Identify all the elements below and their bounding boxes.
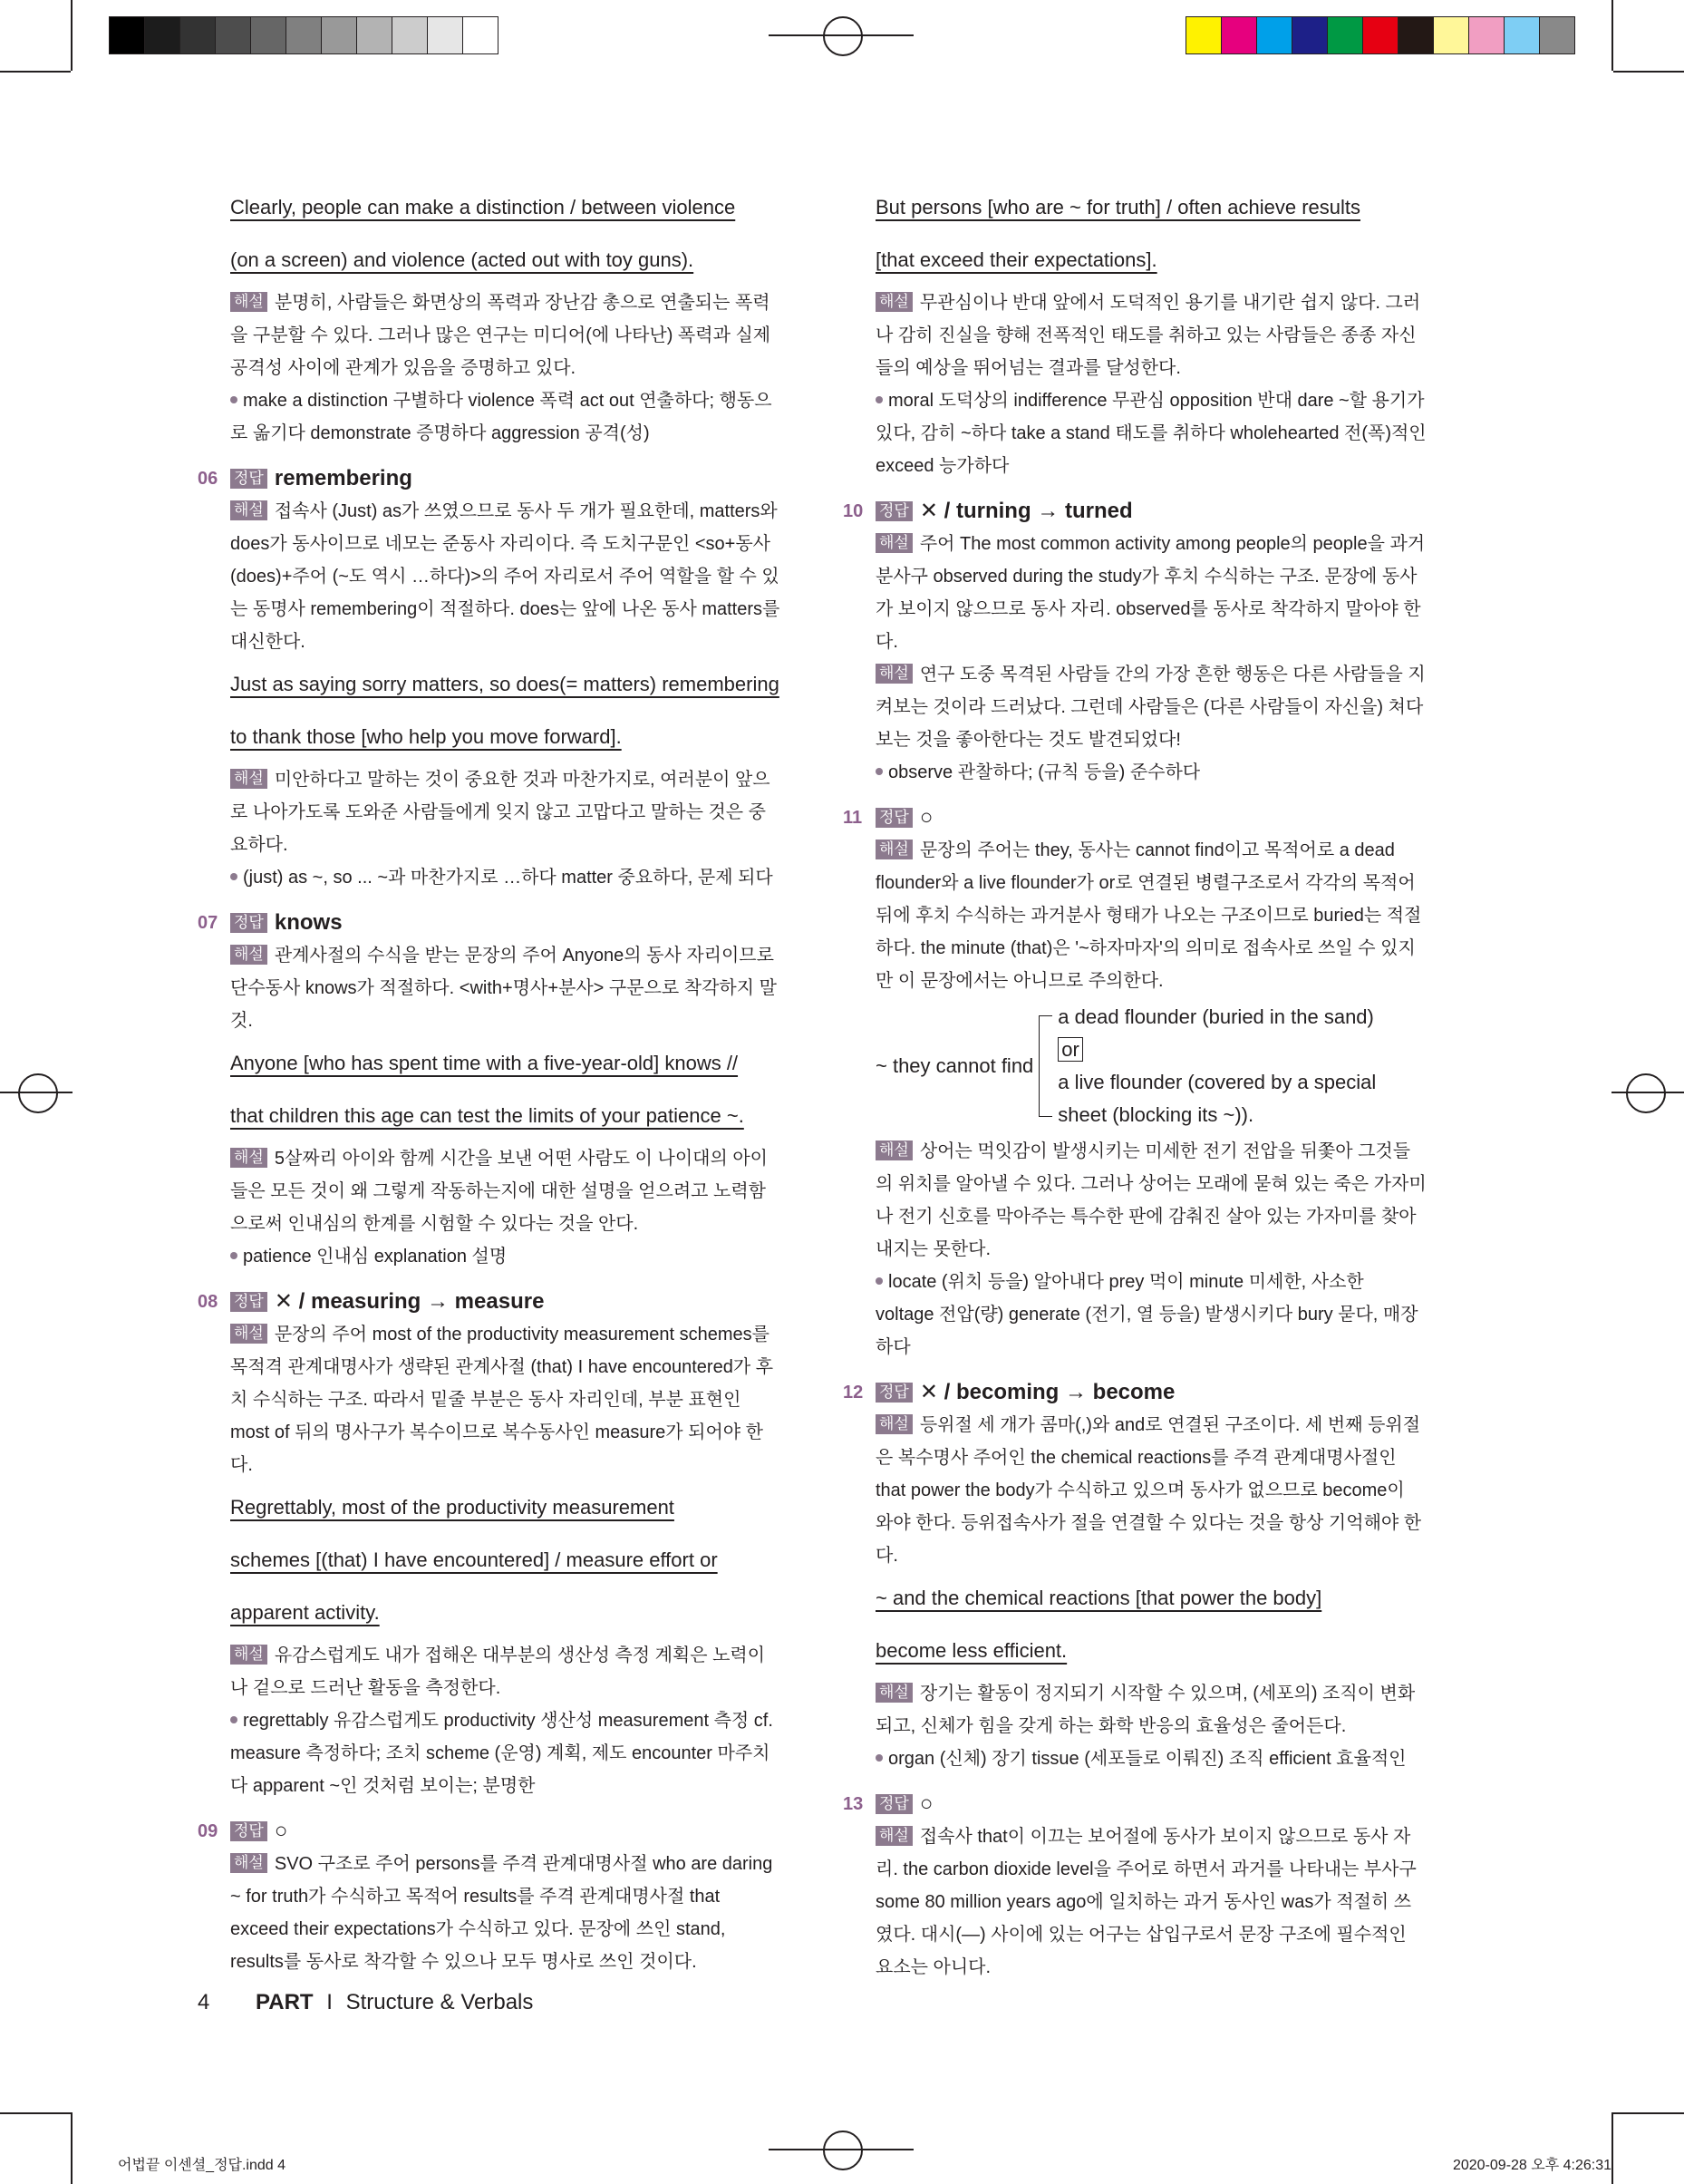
registration-line	[0, 1092, 73, 1093]
diagram-or: or	[1058, 1037, 1083, 1062]
page-footer	[198, 1990, 533, 2015]
exp-tag: 해설	[230, 292, 267, 312]
explanation: 해설 관계사절의 수식을 받는 문장의 주어 Anyone의 동사 자리이므로 단수동사 knows가 적절하다. <with+명사+분사> 구문으로 착각하지 말 것.	[230, 946, 777, 1031]
example-sentence: [that exceed their expectations].	[876, 248, 1157, 271]
crop-mark	[0, 71, 71, 73]
vocab-list: make a distinction 구별하다 violence 폭력 act out 연출하다; 행동으로 옮기다 demonstrate 증명하다 aggression 공격(성)	[230, 391, 772, 443]
slug-date: 2020-09-28 오후 4:26:31	[1452, 2158, 1611, 2173]
registration-mark	[18, 1073, 58, 1113]
translation: 해설 유감스럽게도 내가 접해온 대부분의 생산성 측정 계획은 노력이나 겉으로 드러난 활동을 측정한다.	[230, 1645, 766, 1698]
diagram-lead: ~ they cannot find	[876, 1054, 1034, 1077]
part-title: Structure & Verbals	[345, 1990, 534, 2014]
translation: 해설 상어는 먹잇감이 발생시키는 미세한 전기 전압을 뒤쫓아 그것들의 위치를 알아낼 수 있다. 그러나 상어는 모래에 묻혀 있는 죽은 가자미나 전기 신호를 막아주는 특수한 판에 감춰진 살아 있는 가자미를 찾아내지는 못한다.	[876, 1141, 1427, 1259]
example-sentence: But persons [who are ~ for truth] / often achieve results	[876, 196, 1361, 218]
left-column	[198, 181, 781, 1978]
question-10-header: 10 정답 ✕ / turning → turned	[843, 499, 1133, 523]
translation: 해설 5살짜리 아이와 함께 시간을 보낸 어떤 사람도 이 나이대의 아이들은 모든 것이 왜 그렇게 작동하는지에 대한 설명을 얻으려고 노력함으로써 인내심의 한계를 시험할 수 있다는 것을 안다.	[230, 1149, 768, 1234]
explanation: 해설 주어 The most common activity among people의 people을 과거분사구 observed during the study가 후치 수식하는 구조. 문장에 동사가 보이지 않으므로 동사 자리. observed를 동사로 착각하지 말아야 한다.	[876, 534, 1426, 652]
explanation: 해설 접속사 that이 이끄는 보어절에 동사가 보이지 않으므로 동사 자리. the carbon dioxide level을 주어로 하면서 과거를 나타내는 부사구 some 80 million years ago에 일치하는 과거 동사인 was가 적절히 쓰였다. 대시(—) 사이에 있는 어구는 삽입구로서 문장 구조에 필수적인 요소는 아니다.	[876, 1827, 1417, 1977]
explanation: 해설 문장의 주어는 they, 동사는 cannot find이고 목적어로 a dead flounder와 a live flounder가 or로 연결된 병렬구조로서 각각의 목적어 뒤에 후치 수식하는 과거분사 형태가 나오는 구조이므로 buried는 적절하다. the minute (that)은 '~하자마자'의 의미로 접속사로 쓰일 수 있지만 이 문장에서는 아니므로 주의한다.	[876, 840, 1422, 991]
crop-mark	[71, 2112, 73, 2184]
example-sentence: Clearly, people can make a distinction / between violence	[230, 196, 736, 218]
registration-mark	[1626, 1073, 1666, 1113]
example-sentence: Just as saying sorry matters, so does(= matters) remembering	[230, 673, 779, 695]
example-sentence: become less efficient.	[876, 1639, 1068, 1662]
example-sentence: (on a screen) and violence (acted out with toy guns).	[230, 248, 694, 271]
registration-mark	[823, 16, 863, 56]
vocab-list: locate (위치 등을) 알아내다 prey 먹이 minute 미세한, 사소한 voltage 전압(량) generate (전기, 열 등을) 발생시키다 bury 묻다, 매장하다	[876, 1272, 1418, 1357]
example-sentence: that children this age can test the limits of your patience ~.	[230, 1104, 744, 1127]
right-column	[843, 181, 1427, 1984]
vocab-list: organ (신체) 장기 tissue (세포들로 이뤄진) 조직 efficient 효율적인	[876, 1742, 1427, 1775]
translation: 해설 무관심이나 반대 앞에서 도덕적인 용기를 내기란 쉽지 않다. 그러나 감히 진실을 향해 전폭적인 태도를 취하고 있는 사람들은 종종 자신들의 예상을 뛰어넘는 결과를 달성한다.	[876, 293, 1421, 378]
diagram-item: sheet (blocking its ~)).	[1058, 1103, 1254, 1126]
example-sentence: apparent activity.	[230, 1601, 380, 1624]
registration-line	[769, 34, 914, 36]
vocab-list: patience 인내심 explanation 설명	[230, 1240, 781, 1273]
question-13-header: 13 정답 ○	[843, 1791, 934, 1816]
registration-mark	[823, 2131, 863, 2170]
registration-line	[1611, 1092, 1684, 1093]
crop-mark	[1613, 2112, 1684, 2114]
example-sentence: schemes [(that) I have encountered] / measure effort or	[230, 1548, 718, 1571]
question-07-header: 07 정답 knows	[198, 910, 343, 935]
example-sentence: to thank those [who help you move forward].	[230, 725, 622, 748]
question-09-header: 09 정답 ○	[198, 1819, 288, 1843]
example-sentence: ~ and the chemical reactions [that power the body]	[876, 1587, 1322, 1609]
page-number: 4	[198, 1990, 210, 2014]
crop-mark	[1611, 2112, 1613, 2184]
question-06-header: 06 정답 remembering	[198, 466, 412, 490]
registration-line	[769, 2149, 914, 2150]
crop-mark	[71, 0, 73, 71]
crop-mark	[1613, 71, 1684, 73]
question-12-header: 12 정답 ✕ / becoming → become	[843, 1380, 1176, 1404]
crop-mark	[0, 2112, 71, 2114]
translation: 해설 장기는 활동이 정지되기 시작할 수 있으며, (세포의) 조직이 변화되고, 신체가 힘을 갖게 하는 화학 반응의 효율성은 줄어든다.	[876, 1684, 1416, 1736]
explanation: 해설 등위절 세 개가 콤마(,)와 and로 연결된 구조이다. 세 번째 등위절은 복수명사 주어인 the chemical reactions를 주격 관계대명사절인 that power the body가 수식하고 있으며 동사가 없으므로 become이 와야 한다. 등위접속사가 절을 연결할 수 있다는 것을 항상 기억해야 한다.	[876, 1415, 1422, 1566]
vocab-list: observe 관찰하다; (규칙 등을) 준수하다	[876, 756, 1427, 789]
question-08-header: 08 정답 ✕ / measuring → measure	[198, 1289, 545, 1314]
vocab-list: (just) as ~, so ... ~과 마찬가지로 …하다 matter 중요하다, 문제 되다	[230, 861, 781, 894]
grayscale-swatches	[109, 16, 498, 54]
crop-mark	[1611, 0, 1613, 71]
explanation: 해설 문장의 주어 most of the productivity measurement schemes를 목적격 관계대명사가 생략된 관계사절 (that) I have encountered가 후치 수식하는 구조. 따라서 밑줄 부분은 동사 자리인데, 부분 표현인 most of 뒤의 명사구가 복수이므로 복수동사인 measure가 되어야 한다.	[230, 1325, 774, 1475]
vocab-list: moral 도덕상의 indifference 무관심 opposition 반대 dare ~할 용기가 있다, 감히 ~하다 take a stand 태도를 취하다 wholehearted 전(폭)적인 exceed 능가하다	[876, 391, 1427, 476]
translation: 해설 연구 도중 목격된 사람들 간의 가장 흔한 행동은 다른 사람들을 지켜보는 것이라 드러났다. 그런데 사람들은 (다른 사람들이 자신을) 쳐다보는 것을 좋아한다는 것도 발견되었다!	[876, 665, 1426, 750]
vocab-list: regrettably 유감스럽게도 productivity 생산성 measurement 측정 cf. measure 측정하다; 조치 scheme (운영) 계획, 제도 encounter 마주치다 apparent ~인 것처럼 보이는; 분명한	[230, 1711, 773, 1796]
translation: 해설 분명히, 사람들은 화면상의 폭력과 장난감 총으로 연출되는 폭력을 구분할 수 있다. 그러나 많은 연구는 미디어(에 나타난) 폭력과 실제 공격성 사이에 관계가 있음을 증명하고 있다.	[230, 293, 771, 378]
part-number: I	[326, 1990, 333, 2014]
diagram-bracket	[1039, 1015, 1052, 1117]
diagram-item: a live flounder (covered by a special	[1058, 1071, 1377, 1093]
explanation: 해설 접속사 (Just) as가 쓰였으므로 동사 두 개가 필요한데, matters와 does가 동사이므로 네모는 준동사 자리이다. 즉 도치구문인 <so+동사(does)+주어 (~도 역시 …하다)>의 주어 자리로서 주어 역할을 할 수 있는 동명사 remembering이 적절하다. does는 앞에 나온 동사 matters를 대신한다.	[230, 501, 780, 652]
part-label: PART	[256, 1990, 314, 2014]
example-sentence: Anyone [who has spent time with a five-year-old] knows //	[230, 1052, 739, 1074]
diagram-item: a dead flounder (buried in the sand)	[1058, 1005, 1374, 1028]
example-sentence: Regrettably, most of the productivity measurement	[230, 1496, 674, 1519]
translation: 해설 미안하다고 말하는 것이 중요한 것과 마찬가지로, 여러분이 앞으로 나아가도록 도와준 사람들에게 잊지 않고 고맙다고 말하는 것은 중요하다.	[230, 770, 770, 855]
color-swatches	[1186, 16, 1575, 54]
question-11-header: 11 정답 ○	[843, 805, 934, 830]
slug-file: 어법끝 이센셜_정답.indd 4	[118, 2158, 286, 2173]
explanation: 해설 SVO 구조로 주어 persons를 주격 관계대명사절 who are daring ~ for truth가 수식하고 목적어 results를 주격 관계대명사절 that exceed their expectations가 수식하고 있다. 문장에 쓰인 stand, results를 동사로 착각할 수 있으나 모두 명사로 쓰인 것이다.	[230, 1854, 773, 1972]
parallel-diagram	[876, 1001, 1427, 1131]
